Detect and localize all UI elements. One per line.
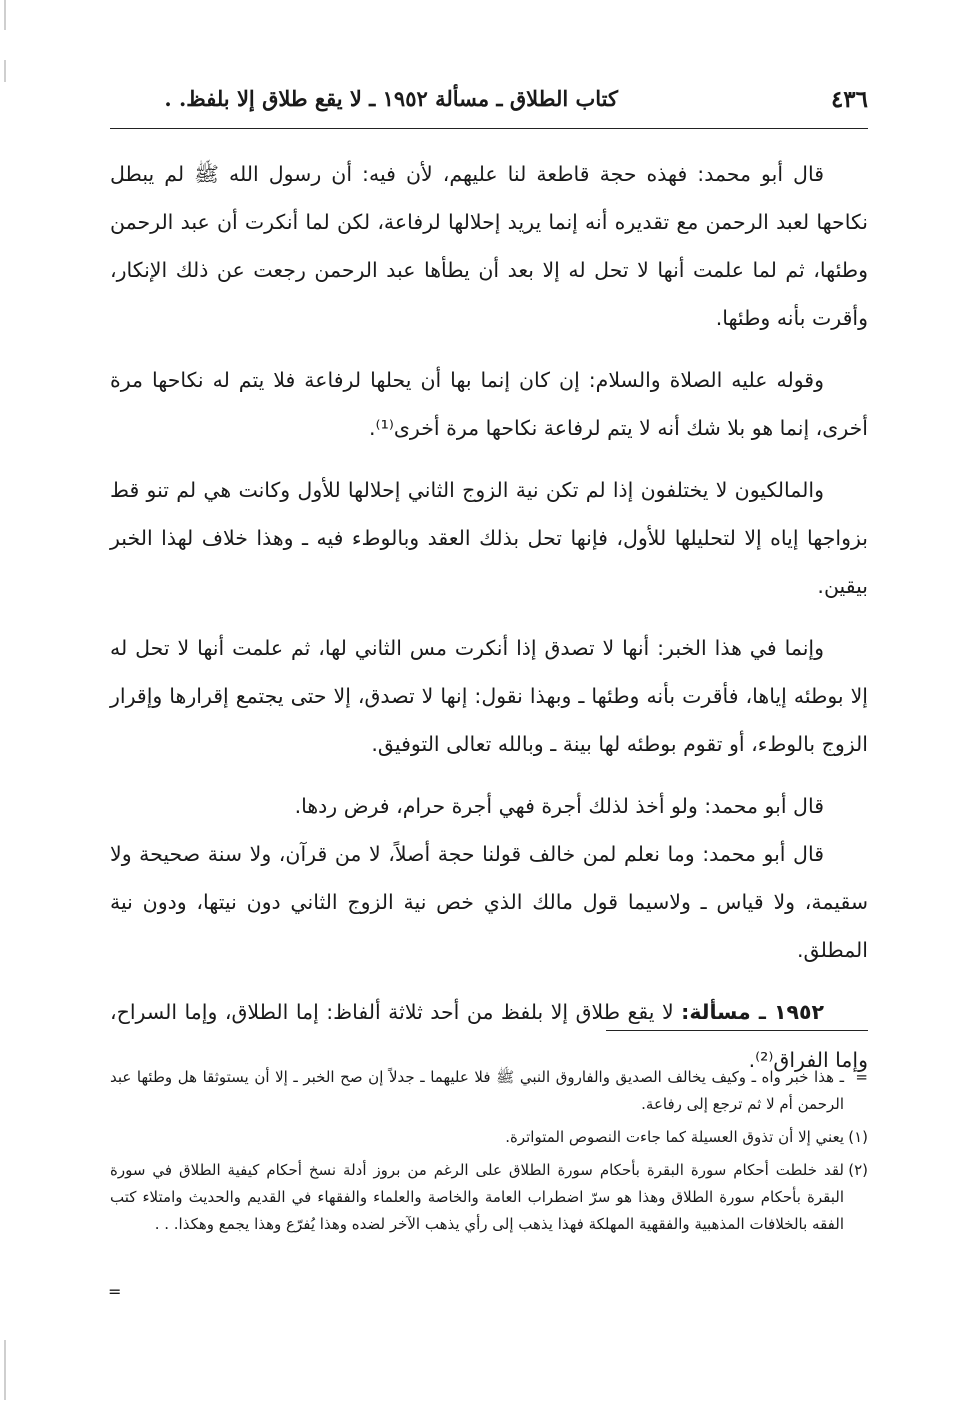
footnote-1: [110, 1124, 868, 1151]
paragraph-4: وإنما في هذا الخبر: أنها لا تصدق إذا أنكرت مس الثاني لها، ثم علمت أنها لا تحل له إلا بوطئه إياها، فأقرت بأنه وطئها ـ وبهذا نقول: إنها لا تصدق، إلا حتى يجتمع إقرارها وإقرار الزوج بالوطء، أو تقوم بوطئه لها بينة ـ وبالله تعالى التوفيق.: [110, 636, 868, 756]
footnote-2: [110, 1157, 868, 1238]
continuation-mark: =: [855, 1068, 868, 1086]
scan-edge-mark: [4, 0, 6, 30]
footnote-rule: [606, 1030, 868, 1031]
header-rule: [110, 128, 868, 129]
scan-edge-mark: [4, 60, 6, 82]
issue-text: لا يقع طلاق إلا بلفظ من أحد ثلاثة ألفاظ: إما الطلاق، وإما السراح، وإما الفراق⁽²⁾.: [110, 1000, 868, 1072]
page-number: ٤٣٦: [830, 86, 868, 113]
footnote-2-text: لقد خلطت أحكام سورة البقرة بأحكام سورة الطلاق على الرغم من بروز أدلة نسخ أحكام كيفية الطلاق في سورة البقرة بأحكام سورة الطلاق وهذا هو سرّ اضطراب العامة والخاصة والعلماء والفقهاء في القديم والحديث وامتلاء كتب الفقه بالخلافات المذهبية والفقهية المهلكة فهذا يذهب إلى رأي يذهب الآخر لضده وهذا يُفرّع وهذا يجمع وهكذا. . .: [110, 1161, 844, 1233]
next-page-mark: =: [108, 1282, 122, 1301]
main-text: [110, 150, 868, 1098]
scan-edge-mark: [4, 1340, 6, 1400]
paragraph-1: قال أبو محمد: فهذه حجة قاطعة لنا عليهم، لأن فيه: أن رسول الله ﷺ لم يبطل نكاحها لعبد الرحمن مع تقديره أنه إنما يريد إحلالها لرفاعة، لكن لما أنكرت أن عبد الرحمن وطئها، ثم لما علمت أنها لا تحل له إلا بعد أن يطأها عبد الرحمن رجعت عن ذلك الإنكار، وأقرت بأنه وطئها.: [110, 162, 868, 330]
paragraph-2: وقوله عليه الصلاة والسلام: إن كان إنما بها أن يحلها لرفاعة فلا يتم له نكاحها مرة أخرى، إنما هو بلا شك أنه لا يتم لرفاعة نكاحها مرة أخرى⁽¹⁾.: [110, 368, 868, 440]
page-header: [110, 80, 868, 126]
paragraph-3: والمالكيون لا يختلفون إذا لم تكن نية الزوج الثاني إحلالها للأول وكانت هي لم تنو قط بزواجها إياه إلا لتحليلها للأول، فإنها تحل بذلك العقد وبالوطء فيه ـ وهذا خلاف لهذا الخبر بيقين.: [110, 478, 868, 598]
running-title: كتاب الطلاق ـ مسألة ١٩٥٢ ـ لا يقع طلاق إلا بلفظ. .: [164, 86, 618, 111]
footnote-1-text: يعني إلا أن تذوق العسيلة كما جاءت النصوص المتواترة.: [505, 1128, 844, 1146]
footnote-2-mark: (٢): [848, 1161, 868, 1179]
footnotes: [110, 1064, 868, 1244]
paragraph-5: قال أبو محمد: ولو أخذ لذلك أجرة فهي أجرة حرام، فرض ردها.: [294, 794, 824, 818]
issue-number-label: ١٩٥٢ ـ مسألة:: [681, 1000, 824, 1024]
footnote-continuation: [110, 1064, 868, 1118]
paragraph-6: قال أبو محمد: وما نعلم لمن خالف قولنا حجة أصلاً، لا من قرآن، ولا سنة صحيحة ولا سقيمة، ولا قياس ـ ولاسيما قول مالك الذي خص نية الزوج الثاني دون نيتها، ودون نية المطلق.: [110, 842, 868, 962]
footnote-continuation-text: ـ هذا خبر واه ـ وكيف يخالف الصديق والفاروق النبي ﷺ فلا عليهما ـ جدلاً إن صح الخبر ـ إلا أن يستوثقا هل وطئها عبد الرحمن أم لا ثم ترجع إلى رفاعة.: [110, 1068, 844, 1113]
footnote-1-mark: (١): [848, 1128, 868, 1146]
